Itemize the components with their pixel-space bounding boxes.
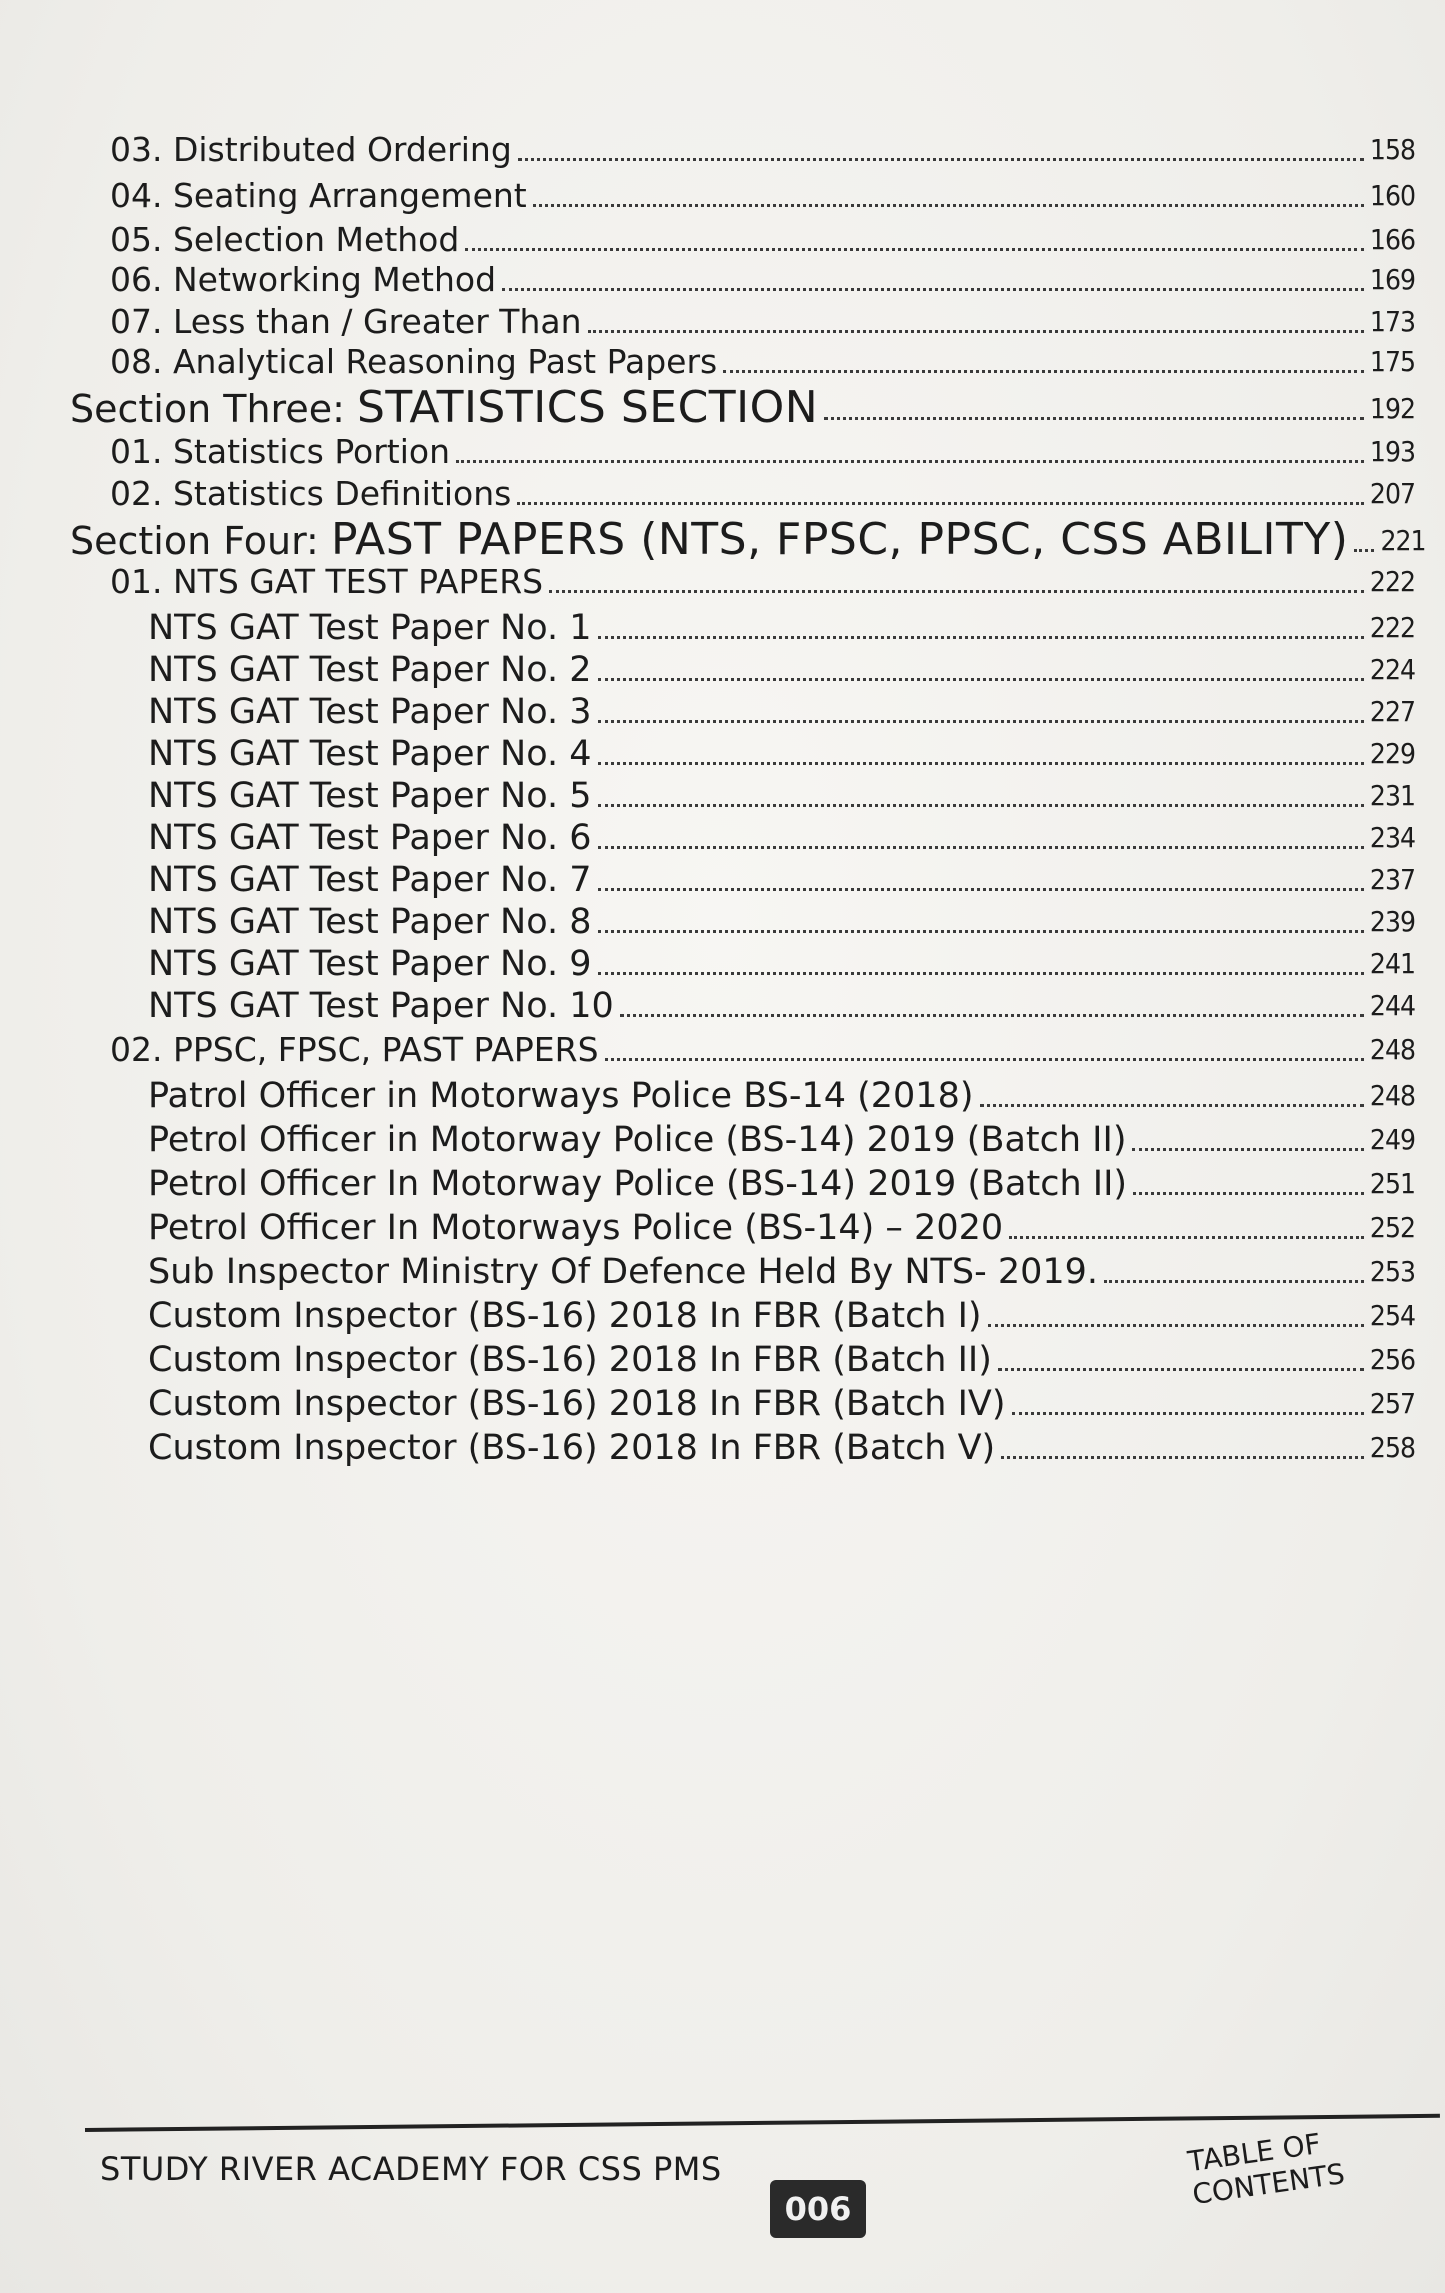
dot-leader (588, 329, 1364, 333)
toc-entry-page: 173 (1369, 305, 1415, 338)
toc-entry-page: 252 (1369, 1211, 1415, 1244)
toc-entry-page: 227 (1369, 695, 1415, 728)
toc-entry (148, 1076, 1415, 1116)
dot-leader (1001, 1455, 1364, 1459)
toc-entry (110, 220, 1415, 260)
dot-leader (598, 719, 1364, 723)
toc-entry-label: 03. Distributed Ordering (110, 130, 512, 169)
toc-entry-page: 221 (1380, 524, 1426, 557)
toc-entry-label: Petrol Officer In Motorway Police (BS-14) 2019 (Batch II) (148, 1164, 1128, 1204)
toc-entry (110, 302, 1415, 342)
dot-leader (998, 1367, 1364, 1371)
dot-leader (980, 1103, 1364, 1107)
toc-entry-page: 244 (1369, 989, 1415, 1022)
toc-entry (148, 1296, 1415, 1336)
toc-entry-label: Sub Inspector Ministry Of Defence Held By NTS- 2019. (148, 1252, 1099, 1292)
toc-entry-label: 05. Selection Method (110, 220, 460, 259)
toc-entry-page: 192 (1369, 392, 1415, 425)
toc-entry-label: NTS GAT Test Paper No. 3 (148, 692, 592, 732)
dot-leader (723, 369, 1364, 373)
dot-leader (465, 247, 1364, 251)
section-prefix: Section Three: (70, 387, 357, 431)
toc-entry-label: Petrol Officer In Motorways Police (BS-14) – 2020 (148, 1208, 1004, 1248)
toc-entry (148, 650, 1415, 690)
toc-entry-page: 239 (1369, 905, 1415, 938)
toc-entry (110, 342, 1415, 382)
toc-entry-page: 222 (1369, 611, 1415, 644)
toc-entry (148, 692, 1415, 732)
toc-entry-label: 02. Statistics Definitions (110, 474, 512, 513)
toc-entry (110, 1030, 1415, 1070)
dot-leader (1009, 1235, 1364, 1239)
toc-entry (148, 1120, 1415, 1160)
toc-entry-page: 253 (1369, 1255, 1415, 1288)
toc-entry (148, 734, 1415, 774)
toc-entry-page: 254 (1369, 1299, 1415, 1332)
dot-leader (598, 635, 1364, 639)
toc-entry (110, 562, 1415, 602)
toc-entry (70, 382, 1415, 433)
toc-entry-page: 160 (1369, 179, 1415, 212)
toc-entry-page: 237 (1369, 863, 1415, 896)
toc-entry-label: NTS GAT Test Paper No. 2 (148, 650, 592, 690)
toc-entry-label (70, 382, 819, 433)
dot-leader (456, 459, 1364, 463)
toc-entry-label: Custom Inspector (BS-16) 2018 In FBR (Batch I) (148, 1296, 982, 1336)
dot-leader (598, 971, 1364, 975)
toc-entry-label: NTS GAT Test Paper No. 8 (148, 902, 592, 942)
toc-entry-label: NTS GAT Test Paper No. 5 (148, 776, 592, 816)
dot-leader (605, 1057, 1364, 1061)
toc-entry-page: 166 (1369, 223, 1415, 256)
dot-leader (824, 416, 1364, 420)
toc-entry-label: 06. Networking Method (110, 260, 497, 299)
toc-entry-page: 251 (1369, 1167, 1415, 1200)
toc-entry (148, 944, 1415, 984)
dot-leader (518, 157, 1364, 161)
toc-entry-label: NTS GAT Test Paper No. 10 (148, 986, 614, 1026)
toc-entry (148, 986, 1415, 1026)
toc-entry (148, 860, 1415, 900)
page-number-badge: 006 (770, 2180, 866, 2238)
toc-entry-label: 02. PPSC, FPSC, PAST PAPERS (110, 1030, 599, 1069)
toc-entry-label: Custom Inspector (BS-16) 2018 In FBR (Batch V) (148, 1428, 996, 1468)
section-title: STATISTICS SECTION (357, 382, 819, 433)
toc-entry-label: NTS GAT Test Paper No. 1 (148, 608, 592, 648)
toc-entry (148, 1164, 1415, 1204)
toc-entry-page: 248 (1369, 1033, 1415, 1066)
toc-entry (110, 474, 1415, 514)
toc-entry (148, 776, 1415, 816)
toc-entry-page: 193 (1369, 435, 1415, 468)
toc-entry-page: 175 (1369, 345, 1415, 378)
toc-entry-label: Custom Inspector (BS-16) 2018 In FBR (Batch II) (148, 1340, 992, 1380)
toc-entry-label: NTS GAT Test Paper No. 9 (148, 944, 592, 984)
toc-entry-label: NTS GAT Test Paper No. 6 (148, 818, 592, 858)
toc-entry (148, 902, 1415, 942)
toc-entry (110, 130, 1415, 170)
toc-entry-page: 249 (1369, 1123, 1415, 1156)
toc-entry-label: 04. Seating Arrangement (110, 176, 527, 215)
dot-leader (533, 203, 1364, 207)
toc-entry (70, 514, 1426, 565)
toc-entry-page: 256 (1369, 1343, 1415, 1376)
toc-entry (110, 260, 1415, 300)
toc-entry-page: 231 (1369, 779, 1415, 812)
dot-leader (598, 803, 1364, 807)
toc-entry-label: Custom Inspector (BS-16) 2018 In FBR (Batch IV) (148, 1384, 1006, 1424)
toc-entry-page: 241 (1369, 947, 1415, 980)
toc-entry (148, 608, 1415, 648)
dot-leader (620, 1013, 1364, 1017)
toc-entry-label: 08. Analytical Reasoning Past Papers (110, 342, 718, 381)
toc-entry (148, 1384, 1415, 1424)
section-prefix: Section Four: (70, 519, 331, 563)
dot-leader (598, 677, 1364, 681)
dot-leader (502, 287, 1364, 291)
dot-leader (598, 761, 1364, 765)
toc-entry-page: 234 (1369, 821, 1415, 854)
toc-entry-page: 248 (1369, 1079, 1415, 1112)
toc-entry-page: 258 (1369, 1431, 1415, 1464)
dot-leader (1133, 1191, 1364, 1195)
toc-entry-label: Petrol Officer in Motorway Police (BS-14) 2019 (Batch II) (148, 1120, 1127, 1160)
dot-leader (598, 929, 1364, 933)
toc-entry (148, 1208, 1415, 1248)
dot-leader (549, 589, 1364, 593)
toc-entry-label: Patrol Officer in Motorways Police BS-14 (2018) (148, 1076, 974, 1116)
dot-leader (1354, 548, 1374, 552)
toc-entry-page: 224 (1369, 653, 1415, 686)
toc-entry-page: 207 (1369, 477, 1415, 510)
toc-entry-label (70, 514, 1349, 565)
dot-leader (517, 501, 1364, 505)
toc-entry-page: 229 (1369, 737, 1415, 770)
toc-entry-page: 257 (1369, 1387, 1415, 1420)
dot-leader (598, 887, 1364, 891)
toc-entry (110, 176, 1415, 216)
section-title: PAST PAPERS (NTS, FPSC, PPSC, CSS ABILITY) (330, 514, 1349, 565)
toc-entry-page: 158 (1369, 133, 1415, 166)
toc-entry-label: 01. NTS GAT TEST PAPERS (110, 562, 544, 601)
toc-entry-page: 169 (1369, 263, 1415, 296)
toc-entry-label: NTS GAT Test Paper No. 7 (148, 860, 592, 900)
toc-entry (148, 1428, 1415, 1468)
dot-leader (1012, 1411, 1364, 1415)
toc-entry (110, 432, 1415, 472)
toc-entry (148, 818, 1415, 858)
dot-leader (1104, 1279, 1364, 1283)
footer-publisher: STUDY RIVER ACADEMY FOR CSS PMS (100, 2150, 722, 2188)
footer-section-title: TABLE OF CONTENTS (1185, 2127, 1347, 2211)
dot-leader (1132, 1147, 1363, 1151)
dot-leader (598, 845, 1364, 849)
toc-entry-page: 222 (1369, 565, 1415, 598)
footer-rule (85, 2114, 1440, 2132)
toc-entry-label: NTS GAT Test Paper No. 4 (148, 734, 592, 774)
dot-leader (988, 1323, 1364, 1327)
toc-entry (148, 1340, 1415, 1380)
toc-entry-label: 01. Statistics Portion (110, 432, 451, 471)
toc-entry (148, 1252, 1415, 1292)
toc-entry-label: 07. Less than / Greater Than (110, 302, 582, 341)
